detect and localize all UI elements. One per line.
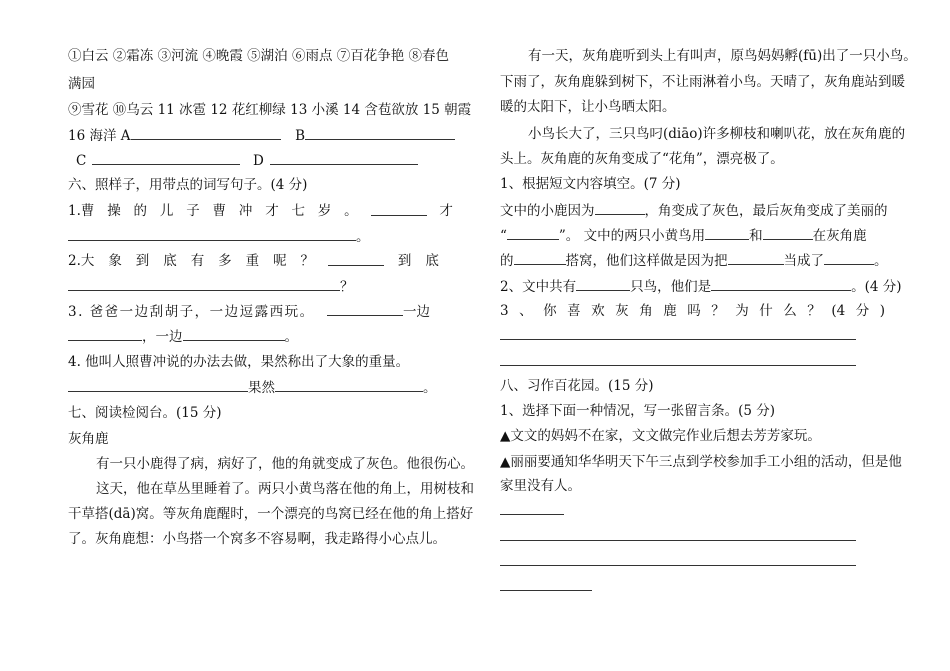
s6-q1: 1.曹 操 的 儿 子 曹 冲 才 七 岁 。 才: [68, 203, 453, 219]
s8-q1: 1、选择下面一种情况，写一张留言条。(5 分): [500, 403, 776, 419]
section-6-title: 六、照样子，用带点的词写句子。(4 分): [68, 177, 308, 193]
story-para-2-line-1: 这天，他在草丛里睡着了。两只小黄鸟落在他的角上，用树枝和: [96, 481, 474, 497]
s8-option-2-line-1: ▲丽丽要通知华华明天下午三点到学校参加手工小组的活动，但是他: [500, 454, 902, 470]
story-para-4-line-2: 头上。灰角鹿的灰角变成了“花角”，漂亮极了。: [500, 151, 784, 167]
s6-q2: 2.大 象 到 底 有 多 重 呢 ？ 到底: [68, 253, 453, 269]
q1-line-2: “ ”。 文中的两只小黄鸟用 和 在灰角鹿: [500, 225, 867, 246]
word-list-line-4: [68, 125, 455, 146]
q3-answer-line-2[interactable]: [500, 364, 856, 366]
word-list-line-2: 满园: [68, 76, 95, 92]
story-para-3-line-3: 暖的太阳下，让小鸟晒太阳。: [500, 99, 676, 115]
blank-b[interactable]: [305, 125, 455, 140]
note-line-2[interactable]: [500, 564, 856, 566]
s6-q1-blank-2[interactable]: [68, 226, 356, 241]
s6-q4-blank-2[interactable]: [275, 377, 423, 392]
s6-q3-answer: ，一边 。: [68, 326, 298, 347]
s6-q3-blank-2[interactable]: [68, 326, 142, 341]
q1-blank-1[interactable]: [595, 200, 645, 215]
q1-blank-7[interactable]: [824, 250, 874, 265]
label-d: D: [252, 153, 264, 169]
story-para-3-line-1: 有一天，灰角鹿听到头上有叫声，原鸟妈妈孵(fū)出了一只小鸟。: [528, 48, 917, 64]
q1-blank-5[interactable]: [514, 250, 566, 265]
q2-blank-2[interactable]: [711, 276, 851, 291]
q1-blank-6[interactable]: [728, 250, 784, 265]
blank-d[interactable]: [270, 150, 418, 165]
s6-q3-blank-3[interactable]: [183, 326, 285, 341]
s6-q2-blank-2[interactable]: [68, 276, 340, 291]
label-b: B: [295, 128, 306, 144]
section-7-title: 七、阅读检阅台。(15 分): [68, 405, 222, 421]
q2-blank-1[interactable]: [576, 276, 630, 291]
blank-c[interactable]: [92, 150, 240, 165]
s8-option-1: ▲文文的妈妈不在家，文文做完作业后想去芳芳家玩。: [500, 428, 821, 444]
story-title: 灰角鹿: [68, 431, 109, 447]
label-c: C: [76, 153, 87, 169]
note-signature-line[interactable]: [500, 589, 592, 591]
q1-line-3: 的 搭窝，他们这样做是因为把 当成了 。: [500, 250, 888, 271]
s6-q4-blank-1[interactable]: [68, 377, 248, 392]
q1-line-1: 文中的小鹿因为 ，角变成了灰色，最后灰角变成了美丽的: [500, 200, 888, 221]
blank-a[interactable]: [131, 125, 281, 140]
story-para-4-line-1: 小鸟长大了，三只鸟叼(diāo)许多柳枝和喇叭花，放在灰角鹿的: [528, 126, 906, 142]
s6-q4-answer: 果然 。: [68, 377, 437, 398]
story-para-3-line-2: 下雨了，灰角鹿躲到树下，不让雨淋着小鸟。天晴了，灰角鹿站到暖: [500, 74, 905, 90]
q1-blank-3[interactable]: [705, 225, 749, 240]
word-list-line-3: ⑨雪花 ⑩乌云 11 冰雹 12 花红柳绿 13 小溪 14 含苞欲放 15 朝霞: [68, 102, 472, 118]
note-line-1[interactable]: [500, 539, 856, 541]
story-para-2-line-2: 干草搭(dā)窝。等灰角鹿醒时，一个漂亮的鸟窝已经在他的角上搭好: [68, 506, 474, 522]
q1-blank-4[interactable]: [763, 225, 813, 240]
q1-title: 1、根据短文内容填空。(7 分): [500, 176, 681, 192]
q3: 3 、 你 喜 欢 灰 角 鹿 吗 ？ 为 什 么 ？ (4 分 ): [500, 303, 885, 319]
s6-q3-blank-1[interactable]: [327, 301, 403, 316]
section-8-title: 八、习作百花园。(15 分): [500, 378, 654, 394]
s8-option-2-line-2: 家里没有人。: [500, 478, 581, 494]
story-para-2-line-3: 了。灰角鹿想：小鸟搭一个窝多不容易啊，我走路得小心点儿。: [68, 531, 446, 547]
q1-blank-2[interactable]: [507, 225, 559, 240]
s6-q3: 3. 爸爸一边刮胡子，一边逗露西玩。 一边: [68, 301, 430, 322]
word-list-line-5: [76, 150, 418, 171]
s6-q1-blank-1[interactable]: [371, 201, 427, 216]
s6-q1-answer: 。: [68, 226, 370, 247]
q2: 2、文中共有 只鸟，他们是 。(4 分): [500, 276, 902, 297]
label-a: A: [120, 128, 131, 144]
story-para-1: 有一只小鹿得了病，病好了，他的角就变成了灰色。他很伤心。: [96, 456, 474, 472]
s6-q4: 4. 他叫人照曹冲说的办法去做，果然称出了大象的重量。: [68, 354, 410, 370]
note-salutation-line[interactable]: [500, 513, 564, 515]
word-16: 16 海洋: [68, 128, 117, 144]
word-list-line-1: ①白云 ②霜冻 ③河流 ④晚霞 ⑤湖泊 ⑥雨点 ⑦百花争艳 ⑧春色: [68, 48, 450, 64]
s6-q2-answer: ？: [68, 276, 354, 297]
q3-answer-line-1[interactable]: [500, 338, 856, 340]
s6-q2-blank-1[interactable]: [328, 251, 384, 266]
